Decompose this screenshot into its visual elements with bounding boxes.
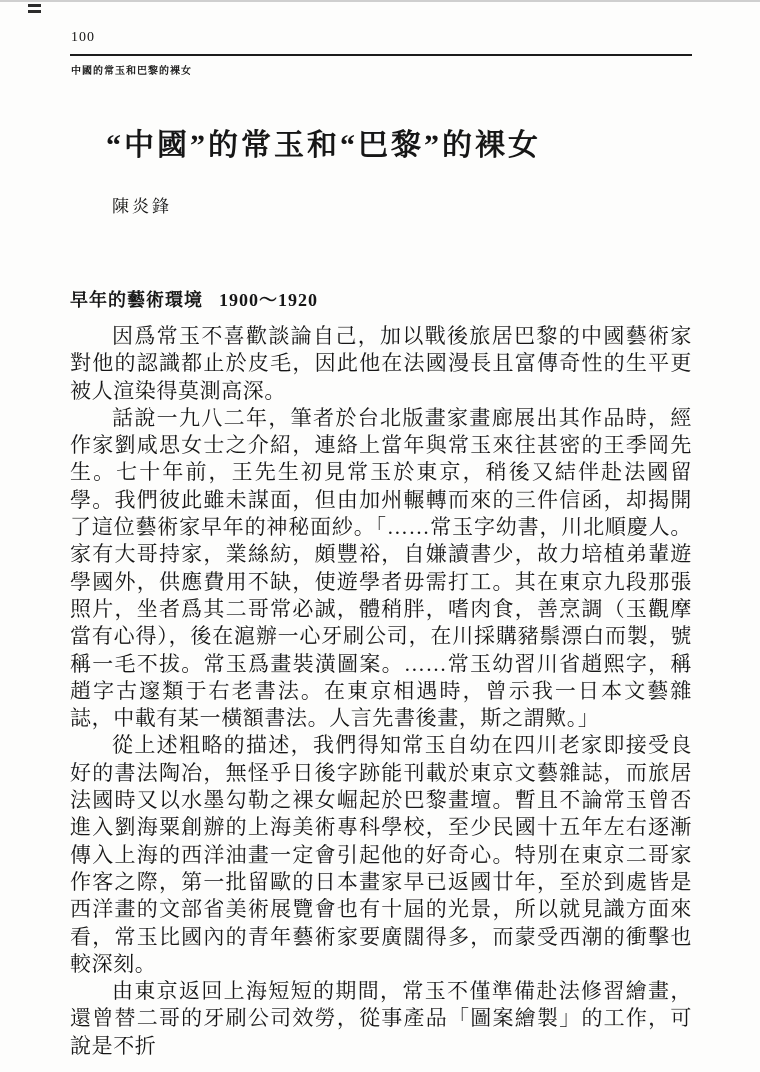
scan-edge-artifact <box>0 0 760 2</box>
article-title: “中國”的常玉和“巴黎”的裸女 <box>106 129 541 162</box>
paragraph: 由東京返回上海短短的期間，常玉不僅準備赴法修習繪畫，還曾替二哥的牙刷公司效勞，從事產品「圖案繪製」的工作，可說是不折 <box>70 979 692 1058</box>
paragraph: 從上述粗略的描述，我們得知常玉自幼在四川老家即接受良好的書法陶冶，無怪乎日後字跡能刊載於東京文藝雜誌，而旅居法國時又以水墨勾勒之裸女崛起於巴黎畫壇。暫且不論常玉曾否進入劉海粟創辦的上海美術專科學校，至少民國十五年左右逐漸傳入上海的西洋油畫一定會引起他的好奇心。特別在東京二哥家作客之際，第一批留歐的日本畫家早已返國廿年，至於到處皆是西洋畫的文部省美術展覽會也有十屆的光景，所以就見識方面來看，常玉比國內的青年藝術家要廣闊得多，而蒙受西潮的衝擊也較深刻。 <box>70 733 692 976</box>
page-number: 100 <box>71 30 95 45</box>
section-heading <box>70 286 692 312</box>
paragraph: 因爲常玉不喜歡談論自己，加以戰後旅居巴黎的中國藝術家對他的認識都止於皮毛，因此他在法國漫長且富傳奇性的生平更被人渲染得莫測高深。 <box>70 324 692 403</box>
section-date-range: 1900～1920 <box>219 290 318 310</box>
running-header: 中國的常玉和巴黎的裸女 <box>71 66 192 77</box>
author-name: 陳炎鋒 <box>112 197 172 216</box>
body-content <box>70 286 692 1060</box>
header-rule <box>70 54 692 56</box>
paragraph: 話說一九八二年，筆者於台北版畫家畫廊展出其作品時，經作家劉咸思女士之介紹，連絡上當年與常玉來往甚密的王季岡先生。七十年前，王先生初見常玉於東京，稍後又結伴赴法國留學。我們彼此雖未謀面，但由加州輾轉而來的三件信函，却揭開了這位藝術家早年的神秘面紗。「……常玉字幼書，川北順慶人。家有大哥持家，業絲紡，頗豐裕，自嫌讀書少，故力培植弟輩遊學國外，供應費用不缺，使遊學者毋需打工。其在東京九段那張照片，坐者爲其二哥常必誠，體稍胖，嗜肉食，善烹調（玉觀摩當有心得），後在滬辦一心牙刷公司，在川採購豬鬃漂白而製，號稱一毛不拔。常玉爲畫裝潢圖案。……常玉幼習川省趙熙字，稱趙字古邃類于右老書法。在東京相遇時，曾示我一日本文藝雜誌，中載有某一橫額書法。人言先書後畫，斯之謂歟。」 <box>70 405 692 731</box>
scan-mark-artifact <box>28 4 41 13</box>
section-heading-text: 早年的藝術環境 <box>70 290 203 310</box>
